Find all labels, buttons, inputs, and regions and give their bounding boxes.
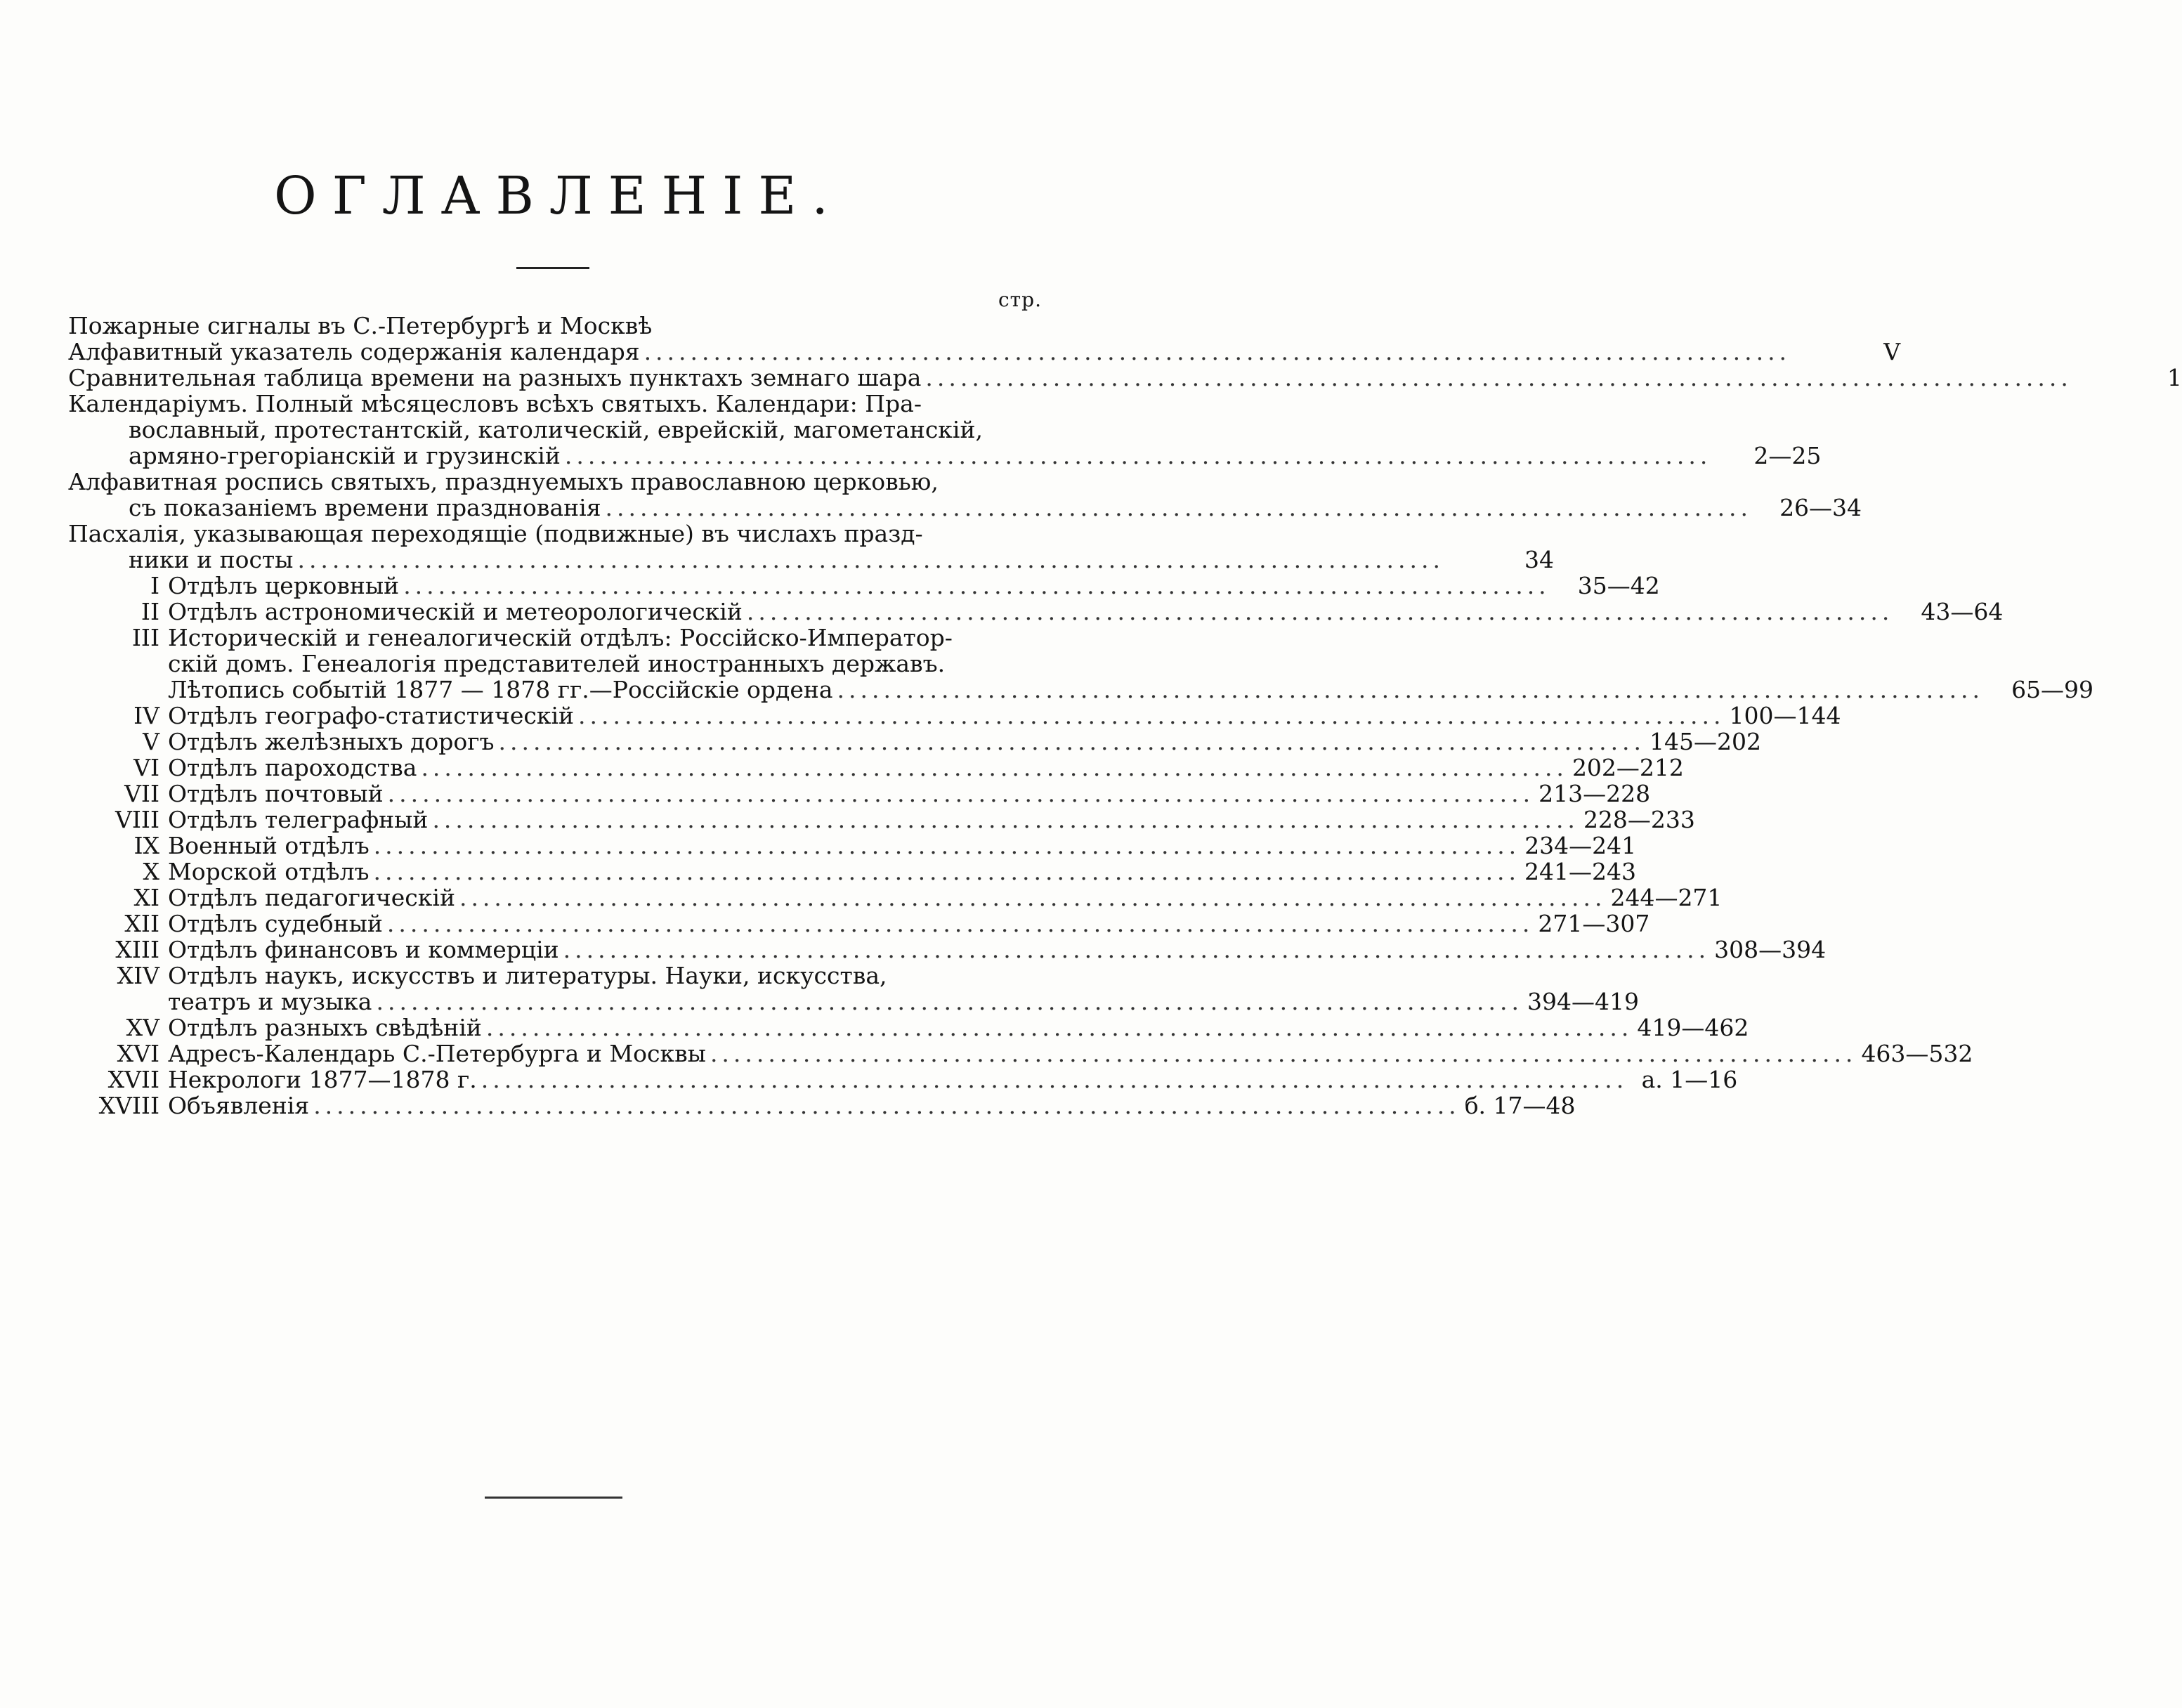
toc-entry-text: Объявленія — [168, 1092, 310, 1119]
toc-line — [68, 963, 939, 989]
toc-entry-text: Отдѣлъ педагогическій — [168, 884, 455, 911]
page-title: ОГЛАВЛЕНІЕ. — [274, 166, 844, 226]
toc-entry-text: армяно-грегоріанскій и грузинскій — [129, 442, 561, 469]
toc-entry-text: Отдѣлъ географо-статистическій — [168, 702, 574, 729]
toc-line — [68, 416, 983, 443]
leader-dots: ................................................................................................... — [313, 1092, 1461, 1119]
toc-entry-text: Отдѣлъ церковный — [168, 572, 400, 599]
page-reference: 213—228 — [1538, 780, 1651, 807]
toc-entry-text: театръ и музыка — [168, 988, 372, 1015]
toc-line — [68, 1040, 1973, 1067]
toc-line — [68, 806, 1695, 833]
toc-entry-text: Историческій и генеалогическій отдѣлъ: Россійско-Император- — [168, 624, 953, 651]
toc-line — [68, 884, 1723, 911]
section-number: VIII — [115, 806, 159, 833]
section-number: XVI — [117, 1040, 159, 1067]
toc-line — [68, 521, 939, 547]
toc-line — [68, 780, 1651, 807]
leader-dots: ................................................................................................... — [746, 598, 1894, 625]
page-reference: 145—202 — [1649, 728, 1762, 755]
toc-line — [68, 988, 1639, 1015]
page-reference: 228—233 — [1583, 806, 1695, 833]
page-reference: V — [1883, 338, 1901, 365]
toc-entry-text: Отдѣлъ пароходства — [168, 754, 417, 781]
page-reference: 35—42 — [1577, 572, 1660, 599]
toc-entry-text: Отдѣлъ желѣзныхъ дорогъ — [168, 728, 495, 755]
leader-dots: ................................................................................................... — [297, 546, 1444, 573]
leader-dots: ................................................................................................... — [373, 832, 1521, 859]
page-reference: б. 17—48 — [1464, 1092, 1576, 1119]
page-reference: 241—243 — [1524, 858, 1637, 885]
leader-dots: ................................................................................................... — [564, 442, 1712, 469]
toc-entry-text: Календаріумъ. Полный мѣсяцесловъ всѣхъ святыхъ. Календари: Пра- — [68, 390, 922, 417]
toc-line — [68, 338, 1901, 365]
toc-entry-text: Отдѣлъ наукъ, искусствъ и литературы. Науки, искусства, — [168, 962, 887, 989]
toc-line — [68, 676, 2094, 703]
toc-entry-text: Алфавитная роспись святыхъ, празднуемыхъ православною церковью, — [68, 468, 939, 495]
leader-dots: ................................................................................................... — [605, 494, 1753, 521]
toc-line — [68, 702, 1841, 729]
toc-entry-text: Морской отдѣлъ — [168, 858, 370, 885]
leader-dots: ................................................................................................... — [837, 676, 1985, 703]
section-number: XVII — [107, 1066, 159, 1093]
leader-dots: ................................................................................................... — [498, 728, 1646, 755]
toc-line — [68, 910, 1650, 937]
section-number: XI — [133, 884, 159, 911]
toc-entry-text: вославный, протестантскій, католическій, еврейскій, магометанскій, — [129, 416, 983, 443]
toc-line — [68, 832, 1637, 859]
page-reference: 202—212 — [1572, 754, 1684, 781]
toc-line — [68, 391, 939, 417]
section-number: XVIII — [98, 1092, 159, 1119]
page-reference: 244—271 — [1610, 884, 1723, 911]
section-number: XV — [126, 1014, 159, 1041]
toc-line — [68, 364, 2182, 391]
toc-entry-text: Алфавитный указатель содержанія календаря — [68, 338, 640, 365]
toc-entry-text: Отдѣлъ астрономическій и метеорологическій — [168, 598, 743, 625]
toc-line — [68, 494, 1862, 521]
page-reference: 308—394 — [1714, 936, 1827, 963]
section-number: VII — [124, 780, 159, 807]
leader-dots: ................................................................................................... — [376, 988, 1523, 1015]
toc-entry-text: Отдѣлъ финансовъ и коммерціи — [168, 936, 559, 963]
leader-dots: ................................................................................................... — [563, 936, 1711, 963]
leader-dots: ................................................................................................... — [373, 858, 1521, 885]
section-number: VI — [133, 754, 159, 781]
page-reference: 419—462 — [1637, 1014, 1749, 1041]
toc-line — [68, 1014, 1749, 1041]
page-reference: 43—64 — [1921, 598, 2004, 625]
toc-line — [68, 469, 939, 495]
toc-line — [68, 442, 1822, 469]
page-reference: 234—241 — [1524, 832, 1637, 859]
toc-line — [68, 1066, 1738, 1093]
toc-line — [68, 1092, 1576, 1119]
section-number: XII — [124, 910, 159, 937]
toc-entry-text: Пожарные сигналы въ С.-Петербургѣ и Москвѣ — [68, 312, 653, 339]
page-reference: 2—25 — [1753, 442, 1822, 469]
toc-line — [68, 858, 1637, 885]
leader-dots: ................................................................................................... — [578, 702, 1725, 729]
section-number: XIV — [117, 962, 159, 989]
leader-dots: ................................................................................................... — [925, 364, 2072, 391]
toc-line — [68, 650, 946, 677]
section-number: I — [150, 572, 159, 599]
toc-line — [68, 624, 953, 651]
leader-dots: ................................................................................................... — [403, 572, 1550, 599]
page-reference: 463—532 — [1861, 1040, 1973, 1067]
toc-line — [68, 936, 1827, 963]
leader-dots: ................................................................................................... — [485, 1014, 1633, 1041]
toc-entry-text: ники и посты — [129, 546, 294, 573]
page-reference: 271—307 — [1538, 910, 1650, 937]
leader-dots: ................................................................................................... — [710, 1040, 1857, 1067]
toc-entry-text: Адресъ-Календарь С.-Петербурга и Москвы — [168, 1040, 706, 1067]
page-reference: 65—99 — [2011, 676, 2094, 703]
toc-entry-text: скій домъ. Генеалогія представителей иностранныхъ державъ. — [168, 650, 946, 677]
toc-line — [68, 754, 1684, 781]
section-number: III — [131, 624, 159, 651]
section-number: IX — [133, 832, 159, 859]
leader-dots: ................................................................................................... — [481, 1066, 1628, 1093]
leader-dots: ................................................................................................... — [432, 806, 1579, 833]
section-number: IV — [133, 702, 159, 729]
table-of-contents — [68, 312, 2182, 1119]
leader-dots: ................................................................................................... — [644, 338, 1791, 365]
leader-dots: ................................................................................................... — [421, 754, 1568, 781]
toc-entry-text: Сравнительная таблица времени на разныхъ пунктахъ земнаго шара — [68, 364, 922, 391]
page-reference: 26—34 — [1779, 494, 1862, 521]
toc-line — [68, 572, 1660, 599]
toc-entry-text: Некрологи 1877—1878 г. — [168, 1066, 477, 1093]
toc-entry-text: Отдѣлъ разныхъ свѣдѣній — [168, 1014, 482, 1041]
bottom-divider — [485, 1497, 622, 1499]
toc-entry-text: Отдѣлъ почтовый — [168, 780, 384, 807]
toc-entry-text: Лѣтопись событій 1877 — 1878 гг.—Россійскіе ордена — [168, 676, 833, 703]
toc-line — [68, 598, 2004, 625]
leader-dots: ................................................................................................... — [386, 910, 1534, 937]
page-reference: а. 1—16 — [1641, 1066, 1738, 1093]
title-divider — [516, 267, 589, 269]
toc-line — [68, 546, 1554, 573]
leader-dots: ................................................................................................... — [459, 884, 1607, 911]
toc-entry-text: Отдѣлъ судебный — [168, 910, 383, 937]
section-number: II — [141, 598, 159, 625]
toc-entry-text: Военный отдѣлъ — [168, 832, 370, 859]
page-column-header: стр. — [998, 288, 1042, 311]
toc-entry-text: Отдѣлъ телеграфный — [168, 806, 429, 833]
leader-dots: ................................................................................................... — [387, 780, 1535, 807]
toc-entry-text: съ показаніемъ времени празднованія — [129, 494, 601, 521]
section-number: X — [143, 858, 159, 885]
toc-line — [68, 728, 1762, 755]
page-reference: 100—144 — [1729, 702, 1841, 729]
toc-line — [68, 313, 1042, 339]
page-reference: 1 — [2167, 364, 2182, 391]
section-number: V — [143, 728, 159, 755]
page-reference: 34 — [1524, 546, 1554, 573]
section-number: XIII — [115, 936, 159, 963]
toc-entry-text: Пасхалія, указывающая переходящіе (подвижные) въ числахъ празд- — [68, 520, 923, 547]
page-reference: 394—419 — [1527, 988, 1639, 1015]
